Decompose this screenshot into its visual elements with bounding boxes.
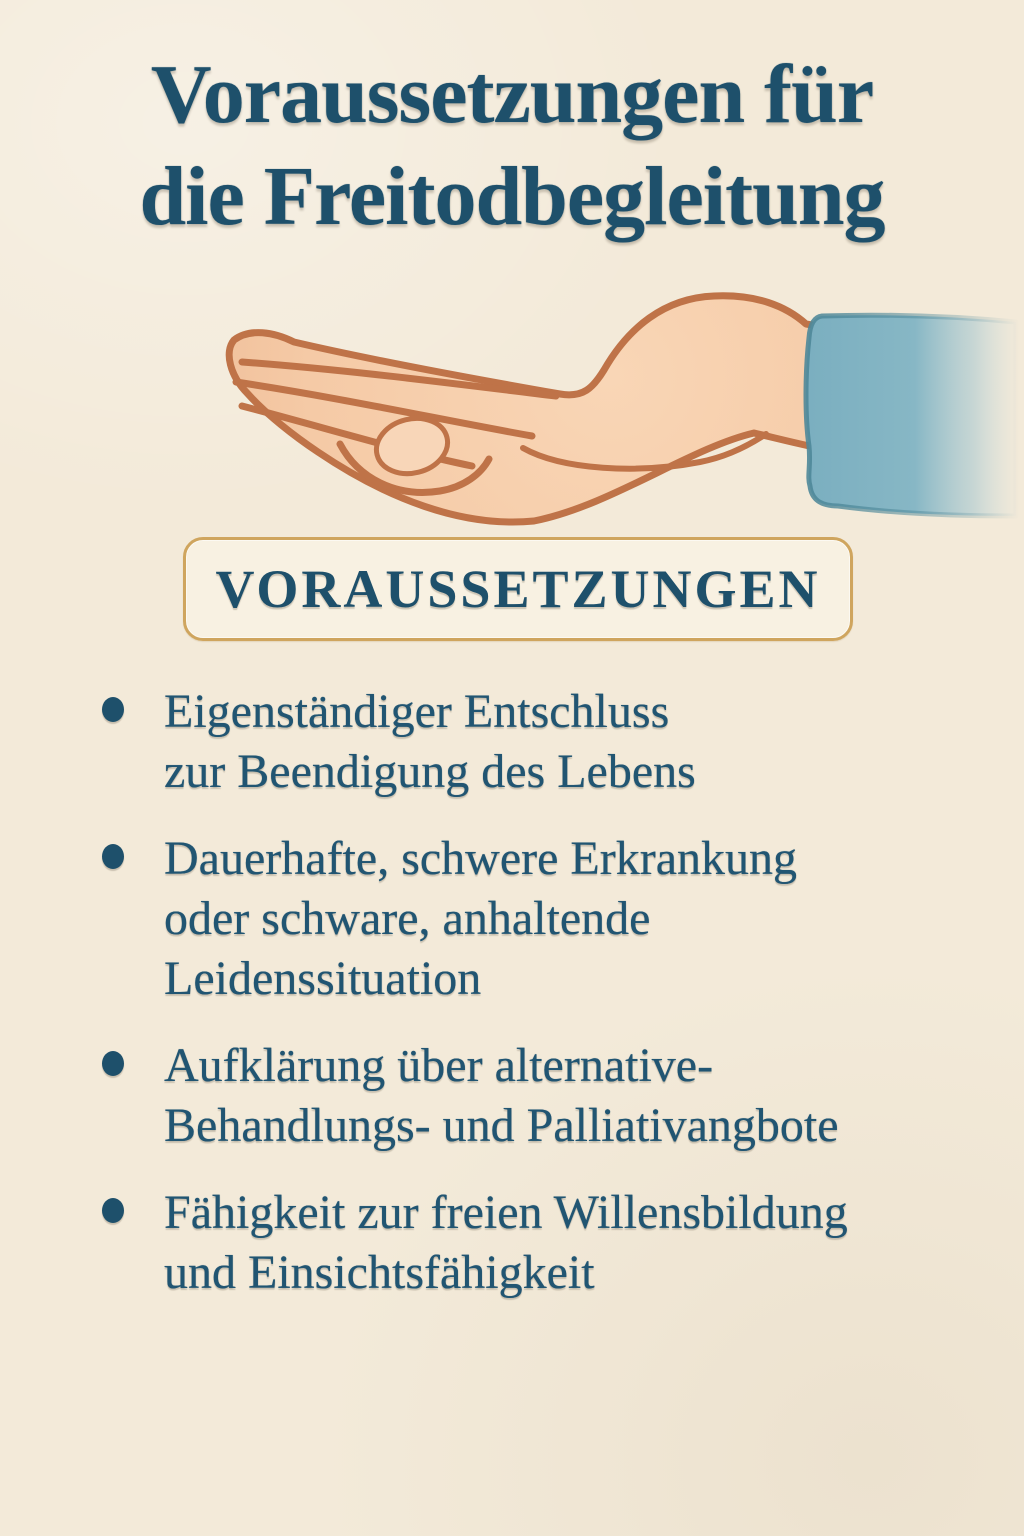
list-item	[102, 1036, 972, 1156]
open-hand-icon	[190, 276, 1024, 538]
list-item-line: Eigenständiger Entschluss	[164, 685, 670, 738]
bullet-dot	[102, 844, 124, 869]
bullet-dot	[102, 1198, 124, 1223]
requirements-list	[102, 682, 972, 1330]
list-item-text	[164, 682, 972, 802]
hand-graphic	[229, 296, 842, 522]
list-item-text	[164, 829, 972, 1009]
list-item-line: und Einsichtsfähigkeit	[164, 1246, 595, 1299]
sleeve	[806, 315, 1016, 516]
list-item-line: Aufklärung über alternative-	[164, 1039, 714, 1092]
voraussetzungen-badge	[183, 537, 853, 641]
list-item	[102, 682, 972, 802]
page-title-line-2: die Freitodbegleitung	[139, 150, 885, 243]
hand-illustration-container	[190, 276, 1024, 538]
list-item	[102, 829, 972, 1009]
hand-outline	[229, 296, 842, 522]
list-item	[102, 1183, 972, 1303]
list-item-line: Fähigkeit zur freien Willensbildung	[164, 1186, 848, 1239]
badge-label: VORAUSSETZUNGEN	[215, 559, 821, 619]
page-title	[0, 44, 1024, 248]
list-item-text	[164, 1036, 972, 1156]
bullet-dot	[102, 1051, 124, 1076]
list-item-line: oder schware, anhaltende	[164, 892, 651, 945]
page-title-line-1: Voraussetzungen für	[150, 48, 874, 141]
bullet-dot	[102, 697, 124, 722]
list-item-line: Leidenssituation	[164, 952, 482, 1005]
list-item-text	[164, 1183, 972, 1303]
list-item-line: zur Beendigung des Lebens	[164, 745, 696, 798]
list-item-line: Dauerhafte, schwere Erkrankung	[164, 832, 798, 885]
list-item-line: Behandlungs- und Palliativangbote	[164, 1099, 839, 1152]
